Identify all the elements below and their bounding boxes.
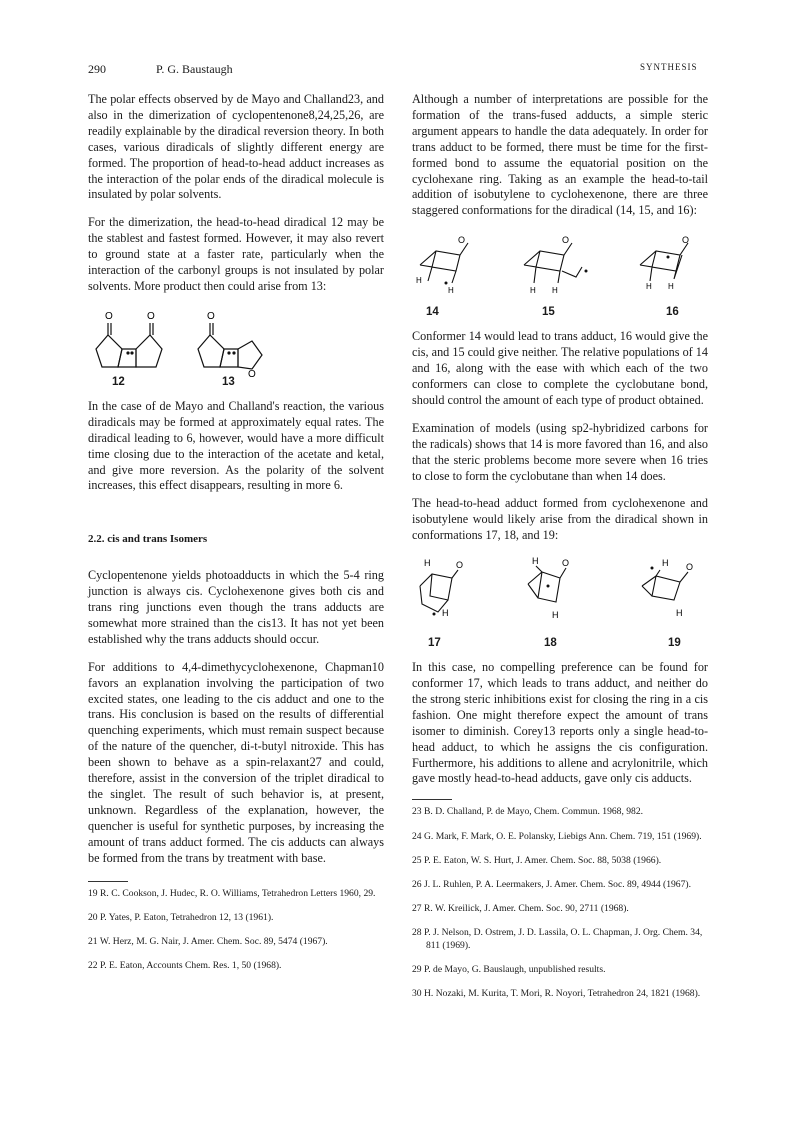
footnote: 26 J. L. Ruhlen, P. A. Leermakers, J. Amer. Chem. Soc. 89, 4944 (1967).: [412, 878, 691, 890]
footnote-rule: [88, 881, 128, 882]
footnote: 24 G. Mark, F. Mark, O. E. Polansky, Liebigs Ann. Chem. 719, 151 (1969).: [412, 830, 702, 842]
svg-text:O: O: [458, 235, 466, 246]
svg-text:O: O: [562, 235, 570, 246]
footnote: 25 P. E. Eaton, W. S. Hurt, J. Amer. Chem. Soc. 88, 5038 (1966).: [412, 854, 662, 866]
svg-text:O: O: [105, 310, 113, 322]
journal-name: SYNTHESIS: [640, 62, 698, 72]
running-author: P. G. Baustaugh: [156, 62, 233, 76]
svg-text:O: O: [686, 562, 694, 573]
footnote: 28 P. J. Nelson, D. Ostrem, J. D. Lassila, O. L. Chapman, J. Org. Chem. 34, 811 (1969).: [412, 927, 703, 951]
footnote: 23 B. D. Challand, P. de Mayo, Chem. Commun. 1968, 982.: [412, 806, 644, 818]
right-column: [412, 92, 708, 1012]
footnote: 30 H. Nozaki, M. Kurita, T. Mori, R. Noyori, Tetrahedron 24, 1821 (1968).: [412, 988, 701, 999]
footnote: 19 R. C. Cookson, J. Hudec, R. O. Williams, Tetrahedron Letters 1960, 29.: [88, 887, 376, 899]
svg-text:H: H: [442, 608, 449, 619]
svg-text:H: H: [416, 276, 422, 286]
paragraph: Conformer 14 would lead to trans adduct, 16 would give the cis, and 15 could give neither. The relative populations of 14 and 16, along with the ease with which each of the two conformers can close to complete the cyclobutane bond, should control the amount of each type of product obtained.: [412, 329, 708, 407]
paragraph: For additions to 4,4-dimethycyclohexenone, Chapman10 favors an explanation involving the participation of two excited states, one leading to the cis adduct and one to the trans. His conclusion is based on the results of differential quenching experiments, which must remain suspect because of the nature of the quencher, di-t-butyl nitroxide. This has been shown to behave as a spin-relaxant27 and could, therefore, assist in the conversion of the triplet diradical to the singlet. The result of such behavior is, at present, unknown. Regardless of the explanation, however, the quencher is useful for synthetic purposes, by increasing the amount of trans adduct formed. The cis adducts can always be formed from the trans by treatment with base.: [88, 659, 384, 865]
footnote: 21 W. Herz, M. G. Nair, J. Amer. Chem. Soc. 89, 5474 (1967).: [88, 935, 328, 947]
svg-text:H: H: [676, 608, 683, 619]
svg-text:O: O: [207, 310, 215, 322]
svg-text:O: O: [248, 368, 256, 377]
paragraph: Cyclopentenone yields photoadducts in which the 5-4 ring junction is always cis. Cyclohexenone gives both cis and trans ring junctions even though the trans adducts are somewhat more strained than the cis13. It has not yet been established why the trans adducts should occur.: [88, 568, 384, 646]
svg-text:O: O: [147, 310, 155, 322]
footnote: 27 R. W. Kreilick, J. Amer. Chem. Soc. 90, 2711 (1968).: [412, 903, 629, 915]
footnote: 22 P. E. Eaton, Accounts Chem. Res. 1, 50 (1968).: [88, 960, 282, 972]
compound-label: 16: [666, 306, 679, 319]
svg-text:H: H: [448, 286, 454, 296]
compound-label: 12: [112, 375, 125, 388]
left-column: [88, 92, 384, 984]
compound-label: 14: [426, 306, 439, 319]
paragraph: In this case, no compelling preference can be found for conformer 17, which leads to trans adduct, and neither do the strong steric inhibitions exist for closing the ring in a cis fashion. One might therefore expect the amount of trans isomer to diminish. Corey13 reports only a single head-to-head adduct, to which he assigns the cis configuration. Furthermore, his additions to allene and acrylonitrile, which gave mostly head-to-head adducts, gave only cis adducts.: [412, 660, 708, 786]
svg-text:O: O: [456, 560, 464, 571]
structures-17-19: [412, 556, 708, 634]
svg-text:H: H: [646, 282, 652, 292]
svg-text:H: H: [552, 610, 559, 621]
compound-label: 18: [544, 637, 557, 650]
footnote: 20 P. Yates, P. Eaton, Tetrahedron 12, 13 (1961).: [88, 911, 274, 923]
footnote-rule: [412, 799, 452, 800]
svg-text:H: H: [530, 286, 536, 296]
paragraph: For the dimerization, the head-to-head diradical 12 may be the stablest and fastest formed. However, it may also revert to ground state at a faster rate, particularly when the interaction of the carbonyl groups is not insulated by polar solvents. More product then could arise from 13:: [88, 215, 384, 293]
footnote: 29 P. de Mayo, G. Bauslaugh, unpublished results.: [412, 963, 606, 975]
compound-label: 13: [222, 375, 235, 388]
structures-14-16: [412, 231, 708, 303]
svg-text:O: O: [682, 235, 690, 246]
structure-figure-14-16: [412, 231, 708, 319]
structure-figure-12-13: [88, 307, 384, 389]
svg-text:H: H: [668, 282, 674, 292]
svg-text:H: H: [552, 286, 558, 296]
compound-label: 17: [428, 637, 441, 650]
structures-12-13: [88, 307, 384, 377]
paragraph: The polar effects observed by de Mayo and Challand23, and also in the dimerization of cyclopentenone8,24,25,26, are readily explainable by the diradical reversion theory. In both cases, various diradicals of slightly different energy are formed. The proportion of head-to-head adduct increases as the interaction of the polar ends of the diradical molecule is insulated by polar solvents.: [88, 92, 384, 202]
page-number: 290: [88, 62, 106, 76]
svg-text:H: H: [532, 556, 539, 567]
compound-label: 15: [542, 306, 555, 319]
svg-text:O: O: [562, 558, 570, 569]
paragraph: The head-to-head adduct formed from cyclohexenone and isobutylene would likely arise from the diradical shown in conformations 17, 18, and 19:: [412, 496, 708, 543]
section-heading: 2.2. cis and trans Isomers: [88, 533, 208, 546]
compound-label: 19: [668, 637, 681, 650]
structure-figure-17-19: [412, 556, 708, 650]
paragraph: Examination of models (using sp2-hybridized carbons for the radicals) shows that 14 is more favored than 16, and also that the steric problems become more severe when 16 tries to close to form the cyclobutane than when 14 does.: [412, 420, 708, 483]
paragraph: In the case of de Mayo and Challand's reaction, the various diradicals may be formed at approximately equal rates. The diradical leading to 6, however, would have a more difficult time closing due to the interaction of the acetate and ketal, and give more reversion. As the polarity of the solvent increases, this effect disappears, resulting in more 6.: [88, 398, 384, 493]
svg-text:H: H: [424, 558, 431, 569]
paragraph: Although a number of interpretations are possible for the formation of the trans-fused adducts, a simple steric argument appears to handle the data adequately. In order for trans adduct to be formed, there must be time for the first-formed bond to assume the equatorial position on the cyclohexane ring. Taking as an example the head-to-tail addition of isobutylene to cyclohexenone, there are three staggered conformations for the diradical (14, 15, and 16):: [412, 92, 708, 218]
svg-text:H: H: [662, 558, 669, 569]
